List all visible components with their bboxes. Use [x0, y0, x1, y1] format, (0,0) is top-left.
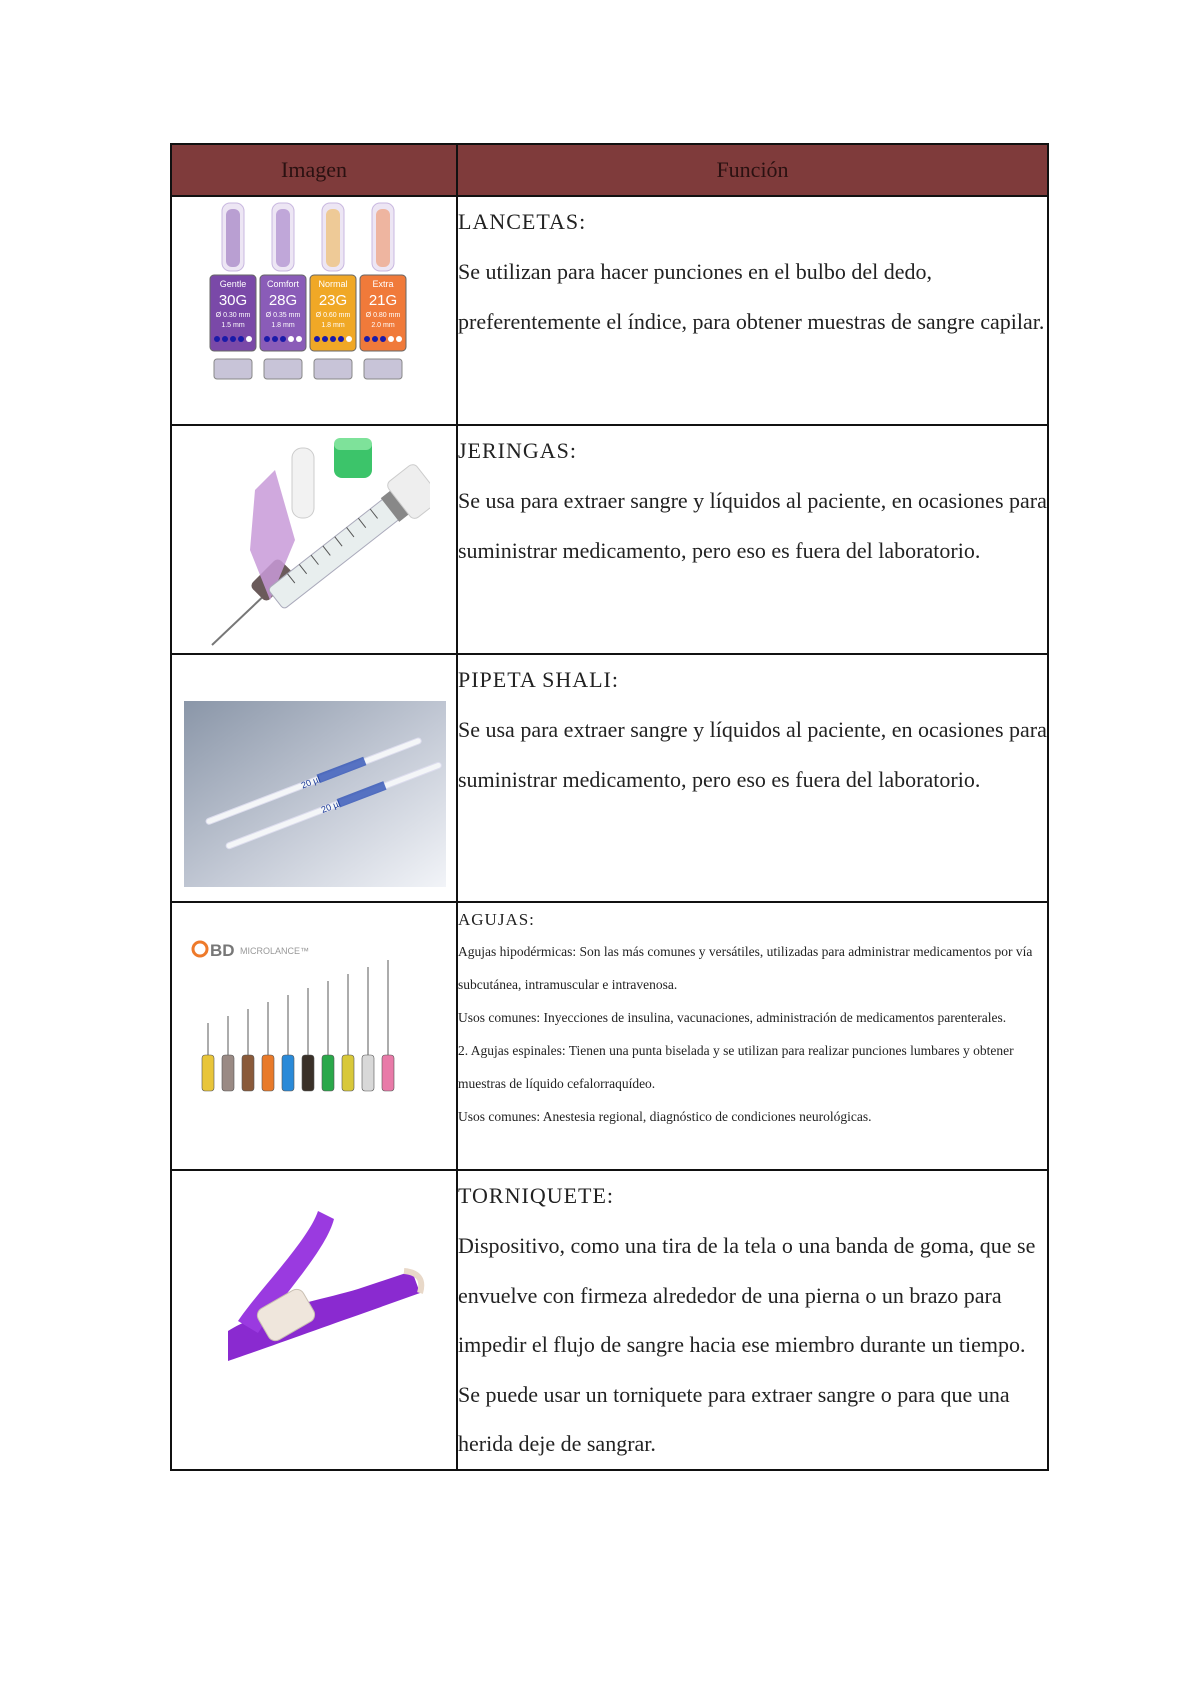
lancet-depth-dot — [280, 336, 286, 342]
item-paragraph: 2. Agujas espinales: Tienen una punta biselada y se utilizan para realizar punciones lumbares y obtener muestras de líquido cefalorraquídeo. — [458, 1043, 1014, 1091]
header-function: Función — [457, 144, 1048, 196]
image-cell-needles — [171, 902, 457, 1170]
image-cell-syringe — [171, 425, 457, 654]
lancet-label-text: Ø 0.80 mm — [365, 312, 401, 319]
lancet-label-text: 30G — [218, 292, 248, 309]
brand-logo: BD — [210, 941, 235, 960]
lancet-base — [214, 359, 252, 379]
lancet-depth-dot — [264, 336, 270, 342]
syringe-image — [200, 430, 430, 652]
lancet-depth-dot — [272, 336, 278, 342]
item-title: LANCETAS: — [458, 209, 587, 234]
lancet-label-text: Ø 0.60 mm — [315, 312, 351, 319]
function-cell-syringe — [457, 425, 1048, 654]
lancet-depth-dot — [346, 336, 352, 342]
lancet-depth-dot — [222, 336, 228, 342]
lancet-depth-dot — [288, 336, 294, 342]
pipette-marking: 20 µl — [299, 774, 322, 791]
lancet-depth-dot — [396, 336, 402, 342]
lancet-label-text: 23G — [318, 292, 348, 309]
image-cell-tourniquet — [171, 1170, 457, 1470]
tourniquet-image — [198, 1201, 428, 1391]
needle-hub — [242, 1055, 254, 1091]
item-paragraph: Agujas hipodérmicas: Son las más comunes y versátiles, utilizadas para administrar medicamentos por vía subcutánea, intramuscular e intravenosa. — [458, 944, 1033, 992]
lancet-depth-dot — [322, 336, 328, 342]
needle-hub — [282, 1055, 294, 1091]
lancet-label-text: Extra — [372, 279, 394, 289]
table-row — [171, 902, 1048, 1170]
lancet-depth-dot — [330, 336, 336, 342]
lancet-depth-dot — [296, 336, 302, 342]
lancet-label-text: 1.8 mm — [321, 322, 345, 329]
function-cell-pipette — [457, 654, 1048, 902]
item-description: Se utilizan para hacer punciones en el bulbo del dedo, preferentemente el índice, para obtener muestras de sangre capilar. — [458, 259, 1045, 334]
lancet-base — [364, 359, 402, 379]
equipment-table — [170, 143, 1049, 1471]
lancet-base — [264, 359, 302, 379]
needle-hub — [202, 1055, 214, 1091]
lancet-depth-dot — [388, 336, 394, 342]
needle-hub — [222, 1055, 234, 1091]
item-description: Se usa para extraer sangre y líquidos al paciente, en ocasiones para suministrar medicamento, pero eso es fuera del laboratorio. — [458, 717, 1047, 792]
lancet-base — [314, 359, 352, 379]
sahli-pipette-image — [184, 701, 446, 887]
image-cell-pipette — [171, 654, 457, 902]
table-header-row — [171, 144, 1048, 196]
lancet-depth-dot — [246, 336, 252, 342]
lancet-depth-dot — [364, 336, 370, 342]
table-row — [171, 196, 1048, 425]
function-cell-tourniquet — [457, 1170, 1048, 1470]
lancet-label-text: 2.0 mm — [371, 322, 395, 329]
lancet-depth-dot — [380, 336, 386, 342]
lancet-depth-dot — [372, 336, 378, 342]
item-title: AGUJAS: — [458, 910, 535, 929]
item-description: Se usa para extraer sangre y líquidos al paciente, en ocasiones para suministrar medicamento, pero eso es fuera del laboratorio. — [458, 488, 1047, 563]
needle-hub — [382, 1055, 394, 1091]
lancet-label-text: Normal — [318, 279, 348, 289]
lancet-depth-dot — [230, 336, 236, 342]
needles-image — [188, 937, 418, 1097]
function-cell-lancets — [457, 196, 1048, 425]
function-cell-needles — [457, 902, 1048, 1170]
item-title: JERINGAS: — [458, 438, 578, 463]
item-title: PIPETA SHALI: — [458, 667, 619, 692]
lancet-label-text: 21G — [368, 292, 398, 309]
table-row — [171, 654, 1048, 902]
table-row — [171, 1170, 1048, 1470]
lancet-label-text: 28G — [268, 292, 298, 309]
lancets-image — [206, 201, 416, 397]
pipette-marking: 20 µl — [319, 798, 342, 815]
item-paragraph: Usos comunes: Anestesia regional, diagnóstico de condiciones neurológicas. — [458, 1109, 872, 1124]
table-row — [171, 425, 1048, 654]
item-description: Dispositivo, como una tira de la tela o una banda de goma, que se envuelve con firmeza alrededor de una pierna o un brazo para impedir el flujo de sangre hacia ese miembro durante un tiempo. Se puede usar un torniquete para extraer sangre o para que una herida deje de sangrar. — [458, 1233, 1036, 1456]
needle-hub — [302, 1055, 314, 1091]
item-paragraph: Usos comunes: Inyecciones de insulina, vacunaciones, administración de medicamentos parenterales. — [458, 1010, 1007, 1025]
brand-subtitle: MICROLANCE™ — [240, 946, 310, 956]
lancet-label-text: Comfort — [266, 279, 300, 289]
lancet-label-text: Ø 0.30 mm — [215, 312, 251, 319]
lancet-depth-dot — [214, 336, 220, 342]
needle-hub — [362, 1055, 374, 1091]
lancet-label-text: Ø 0.35 mm — [265, 312, 301, 319]
lancet-label-text: Gentle — [219, 279, 247, 289]
lancet-depth-dot — [314, 336, 320, 342]
needle-hub — [262, 1055, 274, 1091]
header-image: Imagen — [171, 144, 457, 196]
lancet-depth-dot — [238, 336, 244, 342]
lancet-label-text: 1.5 mm — [221, 322, 245, 329]
item-title: TORNIQUETE: — [458, 1183, 615, 1208]
needle-hub — [322, 1055, 334, 1091]
needle-hub — [342, 1055, 354, 1091]
lancet-depth-dot — [338, 336, 344, 342]
lancet-label-text: 1.8 mm — [271, 322, 295, 329]
image-cell-lancets — [171, 196, 457, 425]
